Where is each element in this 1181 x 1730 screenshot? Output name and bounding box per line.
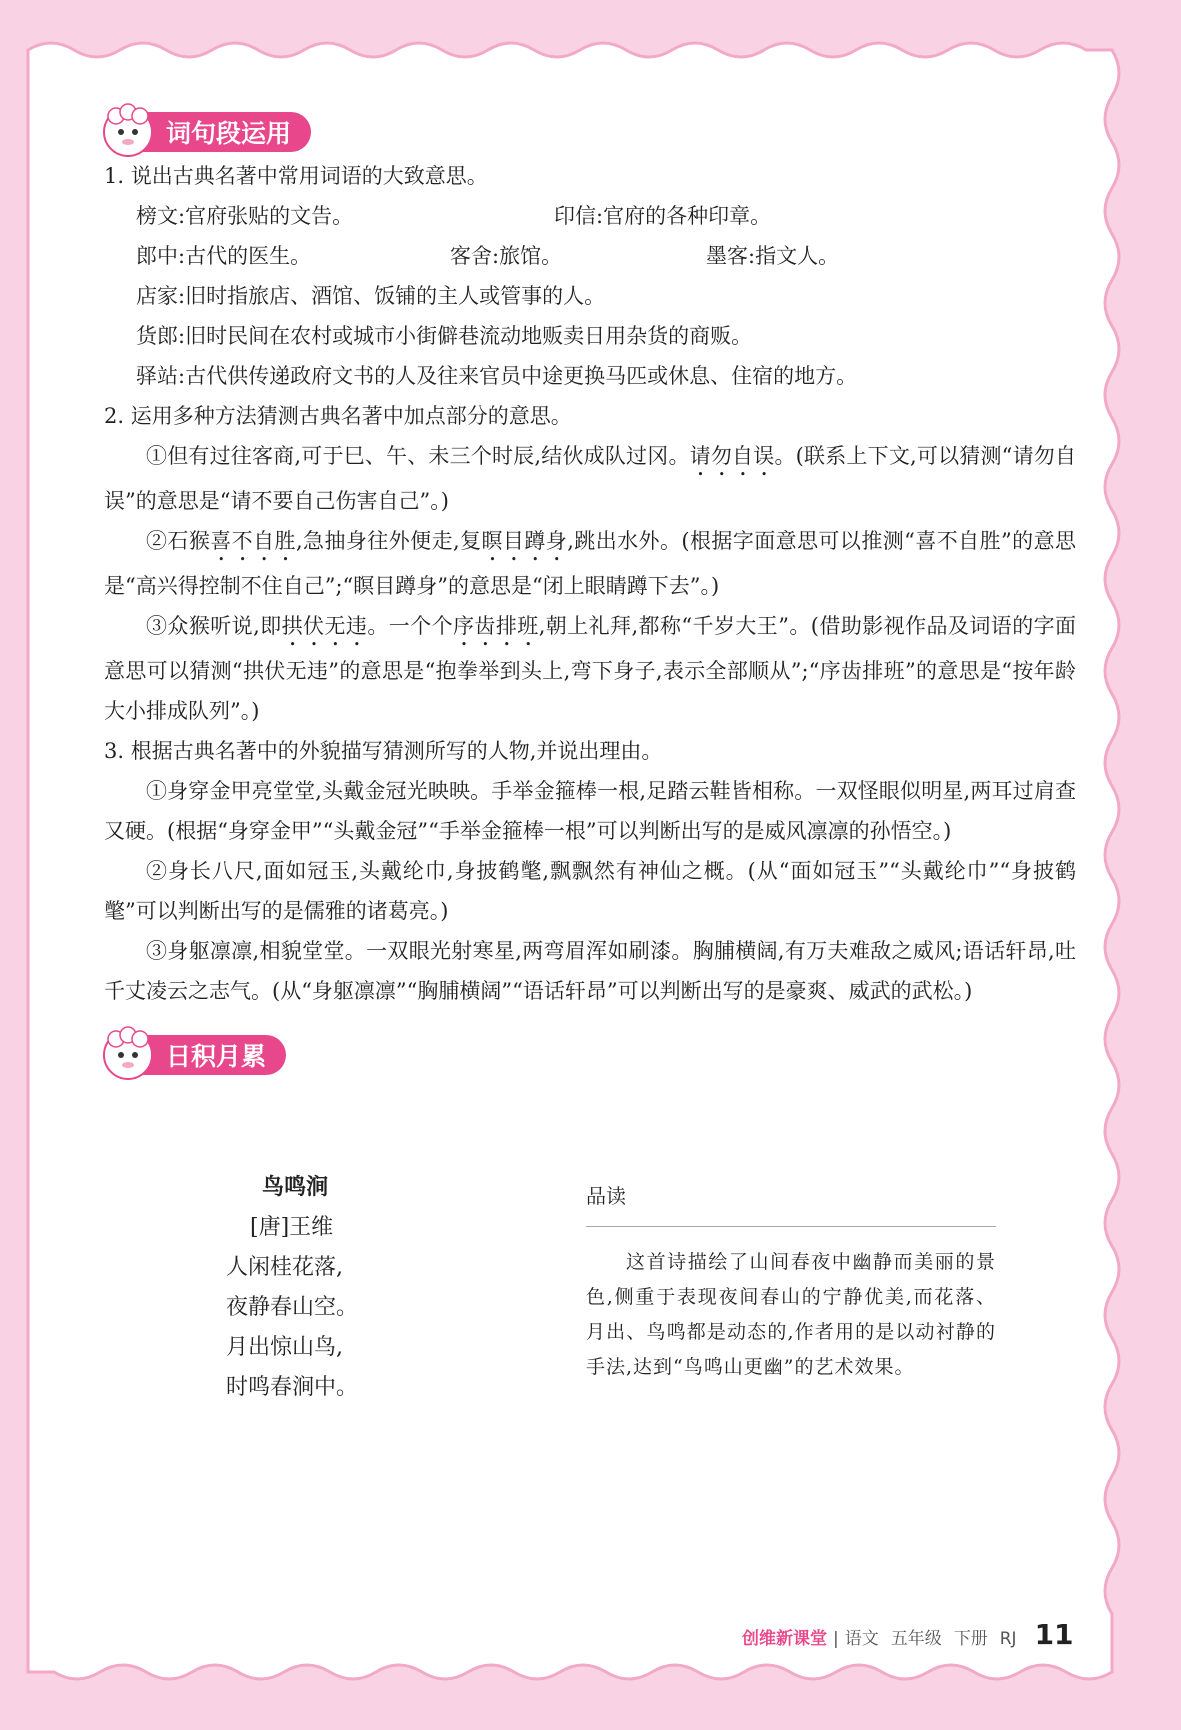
text-segment: 。(联系上下文,可以猜测“请勿自误”的意思是“请不要自己伤害自己”。) xyxy=(104,444,1077,513)
term-dianjia: 店家:旧时指旅店、酒馆、饭铺的主人或管事的人。 xyxy=(136,284,606,308)
page-number: 11 xyxy=(1034,1618,1074,1651)
question-3-item-3: ③身躯凛凛,相貌堂堂。一双眼光射寒星,两弯眉浑如刷漆。胸脯横阔,有万夫难敌之威风;语话轩昂,吐千丈凌云之志气。(从“身躯凛凛”“胸脯横阔”“语话轩昂”可以判断出写的是豪爽、威武的武松。) xyxy=(104,939,1076,1003)
poem-title: 鸟鸣涧 xyxy=(262,1175,329,1200)
mascot-sheep-icon xyxy=(98,102,158,160)
question-2-stem: 2. 运用多种方法猜测古典名著中加点部分的意思。 xyxy=(104,404,572,428)
text-segment: ③众猴听说,即 xyxy=(146,614,282,638)
poem-line: 月出惊山鸟, xyxy=(226,1335,343,1360)
poem-line: 时鸣春涧中。 xyxy=(226,1375,359,1400)
appreciation-title: 品读 xyxy=(586,1180,996,1227)
poem-author: [唐]王维 xyxy=(250,1215,334,1240)
dotted-phrase: 拱伏无违 xyxy=(281,614,368,638)
mascot-sheep-icon xyxy=(98,1025,158,1083)
text-segment: ②石猴 xyxy=(146,529,211,553)
term-bangwen: 榜文:官府张贴的文告。 xyxy=(136,204,354,228)
term-moke: 墨客:指文人。 xyxy=(706,244,840,268)
text-segment: ,急抽身往外便走,复 xyxy=(295,529,482,553)
question-1-stem: 1. 说出古典名著中常用词语的大致意思。 xyxy=(104,164,488,188)
question-3-stem: 3. 根据古典名著中的外貌描写猜测所写的人物,并说出理由。 xyxy=(104,739,663,763)
term-huolang: 货郎:旧时民间在农村或城市小街僻巷流动地贩卖日用杂货的商贩。 xyxy=(136,324,753,348)
term-yizhan: 驿站:古代供传递政府文书的人及往来官员中途更换马匹或休息、住宿的地方。 xyxy=(136,364,858,388)
footer-subject: 语文 xyxy=(844,1629,879,1649)
section-title: 词句段运用 xyxy=(104,112,311,152)
poem-line: 人闲桂花落, xyxy=(226,1255,343,1280)
question-2-item-3 xyxy=(104,606,1076,731)
dotted-phrase: 喜不自胜 xyxy=(210,529,296,553)
poem xyxy=(104,1168,504,1408)
footer-grade: 五年级 xyxy=(890,1629,942,1649)
dotted-phrase: 请勿自误 xyxy=(689,444,775,468)
text-segment: ①但有过往客商,可于巳、午、未三个时辰,结伙成队过冈。 xyxy=(146,444,690,468)
text-segment: ,朝上礼拜,都称“千岁大王”。(借助影视作品及词语的字面意思可以猜测“拱伏无违”的意思是“抱拳举到头上,弯下身子,表示全部顺从”;“序齿排班”的意思是“按年龄大小排成队列”。) xyxy=(104,614,1077,723)
poem-line: 夜静春山空。 xyxy=(226,1295,359,1320)
term-row-1 xyxy=(104,196,1076,236)
main-content xyxy=(104,110,1076,1077)
footer-separator: | xyxy=(833,1629,839,1649)
text-segment: 。一个个 xyxy=(367,614,453,638)
question-2-item-1 xyxy=(104,436,1076,521)
term-langzhong: 郎中:古代的医生。 xyxy=(136,244,312,268)
section-title: 日积月累 xyxy=(104,1035,286,1075)
term-keshe: 客舍:旅馆。 xyxy=(450,244,563,268)
footer-volume: 下册 xyxy=(953,1629,988,1649)
book-brand: 创维新课堂 xyxy=(742,1629,827,1649)
footer-edition: RJ xyxy=(999,1629,1017,1649)
text-segment: ,跳出水外。(根据字面意思可以推测“喜不自胜”的意思是“高兴得控制不住自己”;“瞑目蹲身”的意思是“闭上眼睛蹲下去”。) xyxy=(104,529,1077,598)
question-3-item-1: ①身穿金甲亮堂堂,头戴金冠光映映。手举金箍棒一根,足踏云鞋皆相称。一双怪眼似明星,两耳过肩查又硬。(根据“身穿金甲”“头戴金冠”“手举金箍棒一根”可以判断出写的是威风凛凛的孙悟空。) xyxy=(104,779,1076,843)
page-footer xyxy=(742,1618,1074,1651)
question-3-item-2: ②身长八尺,面如冠玉,头戴纶巾,身披鹤氅,飘飘然有神仙之概。(从“面如冠玉”“头戴纶巾”“身披鹤氅”可以判断出写的是儒雅的诸葛亮。) xyxy=(104,859,1076,923)
poem-appreciation xyxy=(586,1180,996,1385)
section-header-ci-ju-duan xyxy=(104,110,1076,154)
term-yinxin: 印信:官府的各种印章。 xyxy=(554,204,772,228)
dotted-phrase: 瞑目蹲身 xyxy=(481,529,568,553)
dotted-phrase: 序齿排班 xyxy=(453,614,539,638)
appreciation-text: 这首诗描绘了山间春夜中幽静而美丽的景色,侧重于表现夜间春山的宁静优美,而花落、月出、鸟鸣都是动态的,作者用的是以动衬静的手法,达到“鸟鸣山更幽”的艺术效果。 xyxy=(586,1251,996,1378)
question-2-item-2 xyxy=(104,521,1076,606)
section-header-ri-ji-yue-lei xyxy=(104,1033,1076,1077)
term-row-2 xyxy=(104,236,1076,276)
